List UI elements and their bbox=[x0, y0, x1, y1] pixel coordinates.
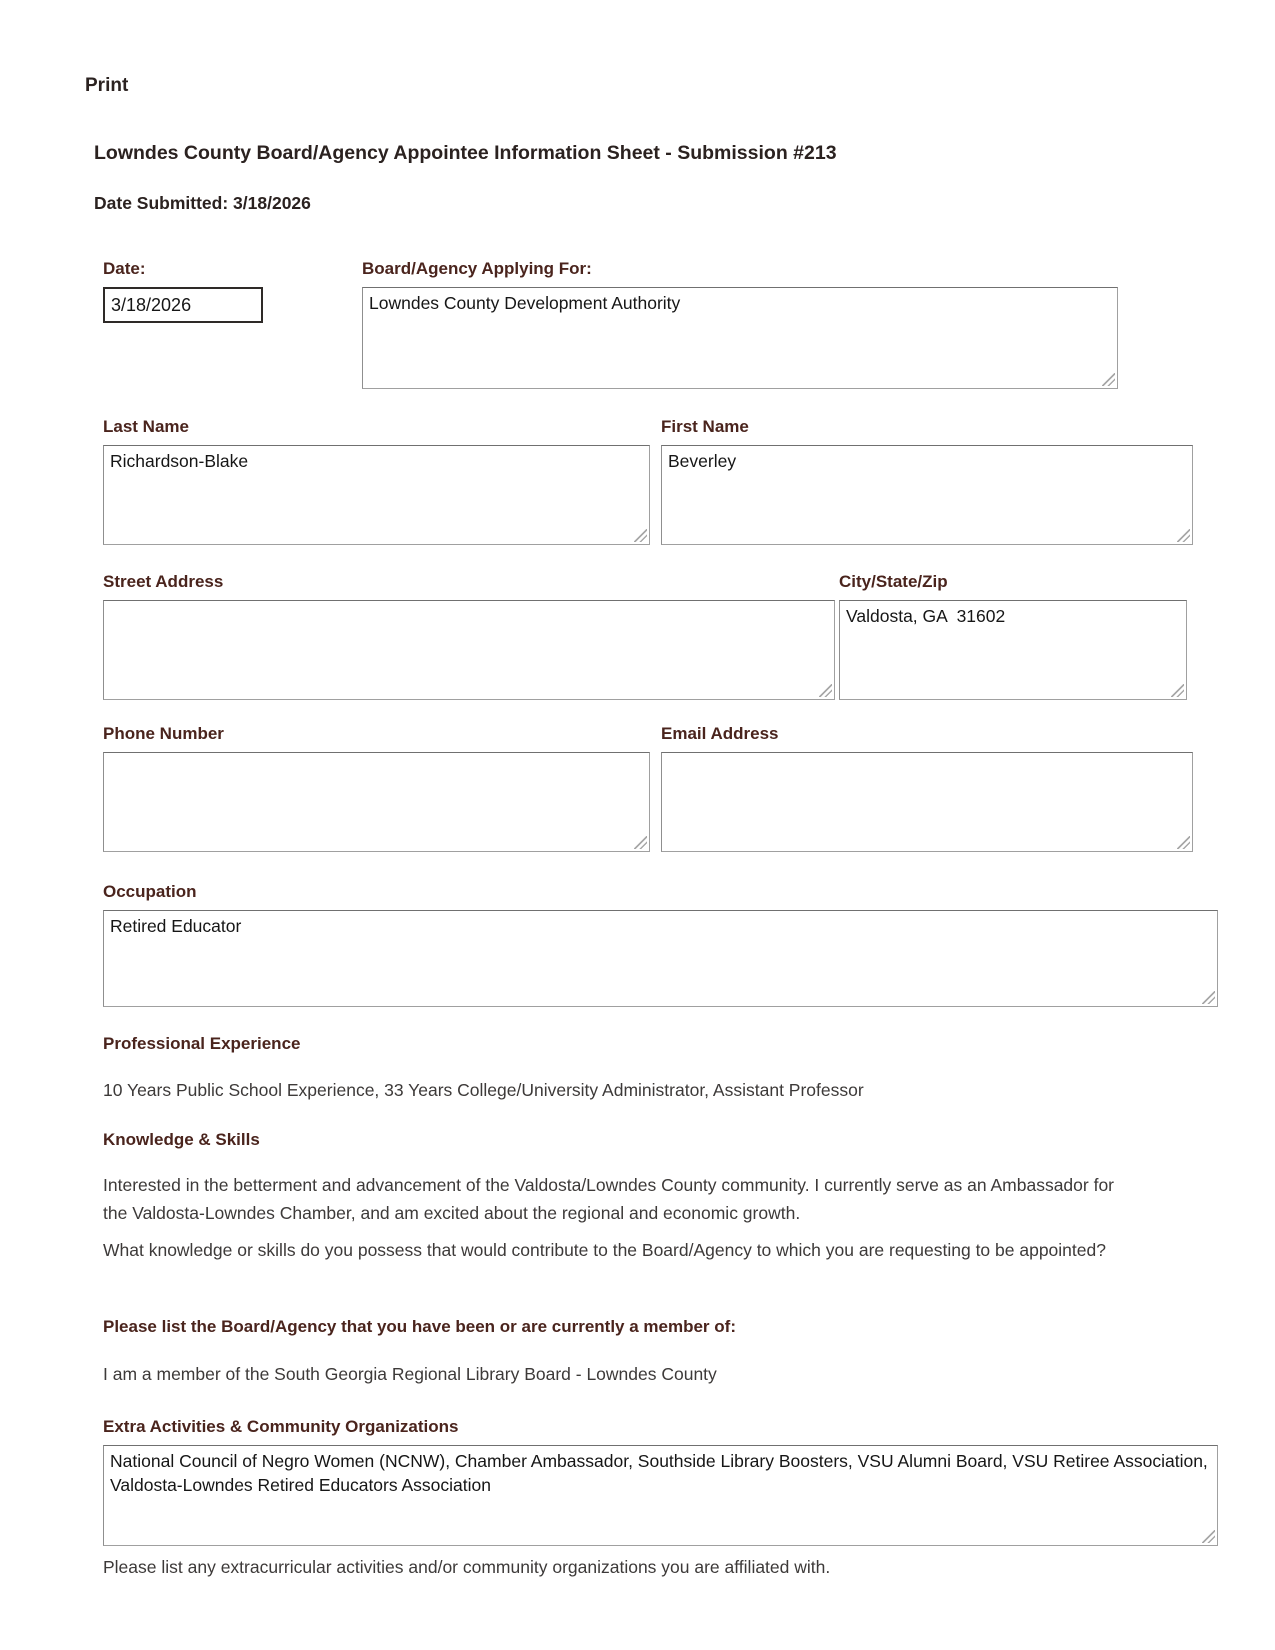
form-row-date-board bbox=[103, 260, 1118, 389]
board-membership-label: Please list the Board/Agency that you have been or are currently a member of: bbox=[103, 1317, 736, 1336]
page-title: Lowndes County Board/Agency Appointee Information Sheet - Submission #213 bbox=[94, 142, 837, 164]
resize-grip[interactable] bbox=[1177, 836, 1190, 849]
street-address-label: Street Address bbox=[103, 572, 224, 591]
date-input[interactable] bbox=[103, 287, 263, 323]
board-agency-label: Board/Agency Applying For: bbox=[362, 259, 592, 278]
date-label: Date: bbox=[103, 259, 146, 278]
extra-activities-help: Please list any extracurricular activities and/or community organizations you are affiliated with. bbox=[103, 1557, 831, 1577]
knowledge-skills-answer: Interested in the betterment and advancement of the Valdosta/Lowndes County community. I currently serve as an Ambassador for the Valdosta-Lowndes Chamber, and am excited about the regional and economic growth. bbox=[103, 1175, 1115, 1223]
resize-grip[interactable] bbox=[819, 684, 832, 697]
section-knowledge-skills bbox=[103, 1131, 1143, 1264]
section-extra-activities bbox=[103, 1418, 1218, 1581]
occupation-textarea[interactable] bbox=[103, 910, 1218, 1007]
resize-grip[interactable] bbox=[634, 529, 647, 542]
last-name-textarea[interactable] bbox=[103, 445, 650, 545]
board-membership-text: I am a member of the South Georgia Regional Library Board - Lowndes County bbox=[103, 1364, 717, 1384]
knowledge-skills-label: Knowledge & Skills bbox=[103, 1130, 260, 1149]
knowledge-skills-question: What knowledge or skills do you possess that would contribute to the Board/Agency to which you are requesting to be appointed? bbox=[103, 1240, 1106, 1260]
form-row-address bbox=[103, 573, 1187, 700]
resize-grip[interactable] bbox=[1102, 373, 1115, 386]
phone-number-label: Phone Number bbox=[103, 724, 224, 743]
resize-grip[interactable] bbox=[1171, 684, 1184, 697]
first-name-label: First Name bbox=[661, 417, 749, 436]
extra-activities-label: Extra Activities & Community Organizations bbox=[103, 1417, 459, 1436]
professional-experience-text: 10 Years Public School Experience, 33 Years College/University Administrator, Assistant Professor bbox=[103, 1080, 864, 1100]
section-board-membership bbox=[103, 1318, 736, 1388]
last-name-label: Last Name bbox=[103, 417, 189, 436]
city-state-zip-label: City/State/Zip bbox=[839, 572, 948, 591]
resize-grip[interactable] bbox=[634, 836, 647, 849]
date-submitted: Date Submitted: 3/18/2026 bbox=[94, 193, 311, 213]
resize-grip[interactable] bbox=[1202, 1530, 1215, 1543]
street-address-textarea[interactable] bbox=[103, 600, 835, 700]
email-address-label: Email Address bbox=[661, 724, 779, 743]
resize-grip[interactable] bbox=[1202, 991, 1215, 1004]
extra-activities-textarea[interactable] bbox=[103, 1445, 1218, 1546]
resize-grip[interactable] bbox=[1177, 529, 1190, 542]
form-row-contact bbox=[103, 725, 1193, 852]
first-name-textarea[interactable] bbox=[661, 445, 1193, 545]
form-row-occupation bbox=[103, 883, 1218, 1007]
print-button[interactable]: Print bbox=[85, 75, 129, 96]
email-address-textarea[interactable] bbox=[661, 752, 1193, 852]
board-agency-textarea[interactable] bbox=[362, 287, 1118, 389]
phone-number-textarea[interactable] bbox=[103, 752, 650, 852]
city-state-zip-textarea[interactable] bbox=[839, 600, 1187, 700]
section-professional-experience bbox=[103, 1035, 864, 1104]
professional-experience-label: Professional Experience bbox=[103, 1034, 301, 1053]
occupation-label: Occupation bbox=[103, 882, 197, 901]
form-row-name bbox=[103, 418, 1193, 545]
